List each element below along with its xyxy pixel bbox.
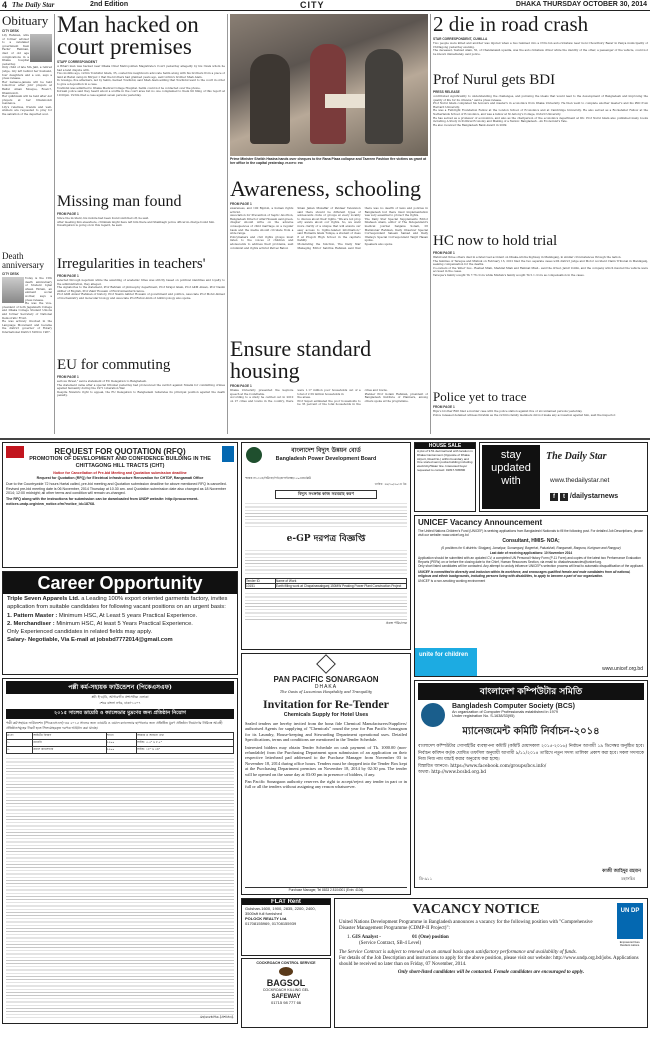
bpdb-egp: e-GP দরপত্র বিজ্ঞপ্তি <box>286 534 366 544</box>
cockroach-brand: BAGSOL <box>266 978 306 988</box>
bpdb-logo <box>246 447 262 463</box>
flat-body: Gulshan-1600, 1900, 2835, 2200, 2400, 3500sft full furnished <box>245 906 316 916</box>
unicef-footer <box>415 648 647 676</box>
cockroach-icon <box>279 967 293 976</box>
death-anniv-dept: CITY DESK <box>2 272 19 276</box>
bpdb-th-id: Tender ID <box>246 579 276 584</box>
bcs-election: ম্যানেজমেন্ট কমিটি নির্বাচন-২০১৪ <box>462 726 600 737</box>
pksf-r2-1: ওয়াল ক্যালেন্ডার <box>33 747 106 754</box>
rfq-request: Request for Quotation (RFQ) for Electrical infrastructure Renovation for CHTDF, Rangamati Office <box>36 476 204 481</box>
career-pos2-title: 2. Merchandiser : <box>7 620 55 627</box>
man-hacked-p1: A Bihari man was hacked near Dhaka Chief Metropolitan Magistrate's Court yesterday allegedly by his rivals whom he had a land dispute with. <box>57 64 225 72</box>
irregularities-headline: Irregularities in teachers' <box>57 257 206 272</box>
bpdb-org-en: Bangladesh Power Development Board <box>275 456 377 462</box>
pksf-r1-2: ১৫০০ <box>106 740 136 747</box>
bpdb-fine-print-2 <box>245 548 407 576</box>
story-missing-man <box>57 194 225 256</box>
police-trace-byline: FROM PAGE 1 <box>433 405 455 409</box>
pksf-r2-0: ২. <box>7 747 33 754</box>
police-trace-p1: Bipu's brother Rifit filed a murder case with the police station against five or six unnamed persons yesterday. <box>433 409 583 413</box>
awareness-p2: Association for Prevention of Septic Abortion, Bangladesh Director Altaf Hossain said green-chapter should write on the adverse consequences of child marriage on a regular basis and the media should circulate from a wide range. <box>230 213 294 236</box>
hc-trial-byline: FROM PAGE 1 <box>433 251 455 255</box>
housing-p2: According to a study he carried out in 2010 on 27 cities and towns in the country, there were 1.17 million poor households out of a total of 2.59 million households in <box>230 388 361 403</box>
story-housing <box>230 338 428 436</box>
career-pos1: Minimum HSC, At Least 5 years Practical Experience. <box>58 613 198 620</box>
irregularities-byline: FROM PAGE 1 <box>57 274 79 278</box>
irregularities-p3: Prof ASM Anisur Rahman of history, Prof Nasim Akhter Hossain of government and politics, Associate Prof Mohd Ahmed of biochemistry and molecular biology and Associate Prof Ruhul Amin of Anthropology also spoke. <box>57 292 225 300</box>
ad-flat-rent <box>241 898 331 956</box>
irregularities-p2: The signatories to the statement, Prof Bahram of philosophy department, Prof Sirajul Islam, Prof AKM Ahsan, Prof Nasim Akhter of English, Prof Zakir Hossain of Environmental Science. <box>57 285 225 293</box>
photo-credit: PHOTO: PID <box>285 161 303 166</box>
pan-tagline: The Oasis of Luxurious Hospitality and Tranquility <box>279 690 373 694</box>
ad-career <box>2 571 238 675</box>
unicef-site[interactable]: www.unicef.org.bd <box>602 666 643 672</box>
eu-byline: FROM PAGE 1 <box>57 375 79 379</box>
missing-man-headline: Missing man found <box>57 194 182 210</box>
unicef-shortlist: Only short listed candidates will be contacted. Any attempt to unduly influence UNICEF's selection process will lead to automatic disqualification of the applicant. <box>418 564 644 569</box>
missing-man-p3: Investigation is going on in this regard, he said. <box>57 223 123 228</box>
ad-bcs <box>414 680 648 888</box>
hc-trial-headline: HC now to hold trial <box>433 234 558 249</box>
obituary-p1: Lily Rahman, wife of former adviser to a caretaker government Kazi Fazlur Rahman, died of old age complications in a Dhaka hospital yesterday. <box>2 33 29 66</box>
career-note: Only Experienced candidates in related fields may apply. <box>7 629 153 636</box>
prof-nurul-p1: contributed significantly to understanding the challenges, and pursuing the ideals that would lead to the development of Bangladesh and improving the quality of life for its citizens," said a press release. <box>433 94 648 102</box>
bcs-body: বাংলাদেশ কম্পিউটার সোসাইটির ব্যবস্থাপনা কমিটি (কমিটি মেয়াদকাল ২০১৫-২০১৬) নির্বাচন আগামী ১৯ ডিসেম্বর অনুষ্ঠিত হবে। নির্বাচন কমিশন কর্তৃক ঘোষিত তফসিল অনুযায়ী আগামী ৯/১১/২০১৪ তারিখে নতুন সদস্য তালিকা প্রকাশ করা হবে। সকল সদস্যকে নিজ নিজ নাম যাচাই করার অনুরোধ করা হচ্ছে। <box>418 744 644 763</box>
bcs-name: Bangladesh Computer Society (BCS) <box>452 703 575 710</box>
eu-headline: EU for commuting <box>57 358 171 373</box>
obituary-dept: CITY DESK <box>2 29 19 33</box>
housing-p5: Planner Prof Golam Rahman, president of Bangladesh Institute of Planners, among others spoke at the programme. <box>364 391 428 403</box>
prof-nurul-p3: He was a Fulbright Foundation Fellow at the London School of Economics and at Cambridge University. He also served as a Rockefeller Fellow at the Netherlands School of Economics, and was a fellow at St Antony's College, Oxford University. <box>433 108 648 116</box>
undp-post-row <box>347 935 609 947</box>
eu-p1: serious threat," said a statement of EU Delegation to Bangladesh. <box>57 379 147 383</box>
prof-nurul-byline: PRESS RELEASE <box>433 90 460 94</box>
man-hacked-p3: In revenge, five attackers, led by Selim, hacked Towhidul, said Shah Alam adding that Towhidul went to the court in order to give a deposition in a case. <box>57 78 225 86</box>
unicef-smoke: UNICEF is a non-smoking working environment <box>418 579 486 584</box>
flat-phone: 01708155969, 01708155939 <box>245 921 297 926</box>
pksf-r1-3: সাইজ: ৫.৫" x ৮.৫" <box>136 740 233 747</box>
stay-line1: stay <box>500 449 522 461</box>
unicef-post: Consultant, HMIS- NOA; <box>502 538 560 545</box>
undp-logo-sub: Empowered lives. Resilient nations. <box>619 941 641 947</box>
pksf-title: ২০১৫ সালের ডায়েরি ও ক্যালেন্ডার মুদ্রণের জন্য প্রতিষ্ঠান নিয়োগ <box>6 709 234 719</box>
career-pos1-title: 1. Pattern Master : <box>7 613 58 620</box>
bpdb-tender-id: 10151 <box>246 584 276 589</box>
rfq-body: Due to the Countrywide 72 hours Hartal called, pre-bid meeting and Quotation submission deadline for above mentioned RFQ is cancelled. Revised pre-bid meeting date is 06 November, 2014 Thursday at 10.30 am. and Quotation submission date also changed as 18 November 2014; 12:00 midnight; all other terms and condition will remain un-changed. <box>6 482 227 496</box>
housing-p4: Prof Sayed estimated the poor households to be 35 percent of the total households in the cities and towns. <box>297 388 388 407</box>
stay-paper: The Daily Star <box>546 451 607 462</box>
pksf-org: পল্লী কর্ম-সহায়ক ফাউন্ডেশন (পিকেএসএফ) <box>68 684 172 691</box>
prof-nurul-p2: Prof Nurul Islam completed his honours and master's in economics from Dhaka University. He then went to complete another master's and his PhD from Harvard University. <box>433 101 648 109</box>
obituary-p4: Her qulkhwani will be held after Asr prayers at her Dhanmondi residence. <box>2 94 52 106</box>
stay-social[interactable]: /dailystarnews <box>569 493 619 500</box>
rfq-title: REQUEST FOR QUOTATION (RFQ) <box>54 447 186 456</box>
house-sale-title: HOUSE SALE <box>415 443 475 449</box>
man-hacked-byline: STAFF CORRESPONDENT <box>57 60 98 64</box>
unicef-logo-block <box>415 648 477 676</box>
story-awareness <box>230 178 428 338</box>
pan-body2: Interested bidders may obtain Tender Schedule on cash payment of Tk. 1000.00 (non-refundable) from the Purchasing Department upon submission of an application on their respective letterhead pad addressed to the Purchase Manager from November 03 to November 18, 2014 during office hours. Tenders must be dropped into the Tender Box kept at the Purchasing Department premises on November 18, 2014 by 02:30 pm. The tender will be opened on the same day at 03:00 pm in presence of bidders, if any. <box>245 744 407 777</box>
story-man-hacked <box>57 14 225 194</box>
obituary <box>2 14 52 250</box>
pan-subtitle: Chemicals Supply for Hotel Uses <box>283 712 369 718</box>
bpdb-fine-print <box>245 501 407 529</box>
flat-company: POLOCK REALTY Ltd. <box>245 916 288 921</box>
pksf-r2-3: সাইজ: ১৮" x ২৪" <box>136 747 233 754</box>
man-hacked-headline: Man hacked on court premises <box>57 14 199 59</box>
house-sale-body: A plot of 9.51 decimal land with location in Dhaka Cantonment (Opposite of Dhaka Airport, Road No.) within boundary and One storied semi pucka building including electricity/Water line. Interested buyer requested to contact: 01817-545800 <box>417 449 473 472</box>
eu-p3: Despite Nizami's right to appeal, the EU Delegation to Bangladesh reiterates its principal position against the death penalty. <box>57 389 225 398</box>
awareness-headline: Awareness, schooling <box>230 178 422 201</box>
undp-post-sub: (Service Contract, SB-4 Level) <box>359 941 422 946</box>
pksf-table <box>6 732 234 754</box>
rfq-notice: Notice for Cancellation of Pre-bid Meeting and Quotation submission deadline <box>53 471 187 476</box>
obituary-photo <box>30 34 52 62</box>
eu-p2: The statement came after a special tribunal yesterday had pronounced the verdict against Nizami for committing crimes against humanity during the 1971 Liberation War. <box>57 382 225 391</box>
unicef-apply: Application should be submitted with an updated CV, a completed UN Personal History Form (P-11 Form) and copies of the latest two Performance Evaluation Reports (PERs) on or before the closing date to the Chief, Human Resources Section, via email to: dhakahrvacancies@unicef.org. <box>418 556 641 565</box>
stay-line3: with <box>501 475 521 487</box>
pksf-addr: প্লট: ই-৪/বি, আগারগাঁও প্রশাসনিক এলাকা <box>91 695 149 699</box>
prof-nurul-p5: He also received the Bangladesh Bank Award in 2009. <box>433 122 508 127</box>
story-prof-nurul <box>433 73 648 233</box>
unicef-deadline: Last date of receiving applications: 10 November 2014 <box>489 550 573 555</box>
ad-stay-updated <box>479 442 648 512</box>
stay-url[interactable]: www.thedailystar.net <box>550 477 610 484</box>
pksf-sub: শেরে বাংলা নগর, ঢাকা-১২০৭ <box>99 701 141 705</box>
awareness-p1: awareness, and 100 Bipiloh, a human rights activist. <box>230 206 294 214</box>
undp-positions: 01 (One) position <box>412 935 449 940</box>
housing-byline: FROM PAGE 1 <box>230 384 252 388</box>
hc-trial-p2: The families of Tareque and Mishuk on February 13, 2012 filed the two separate cases with district judge and Motor Accident Claim Tribunal in Manikganj, seeking compensation for the deaths. <box>433 258 648 267</box>
edition-label: 2nd Edition <box>90 1 129 8</box>
pksf-r1-0: ১. <box>7 740 33 747</box>
stay-block <box>482 445 540 509</box>
pksf-header <box>6 681 234 694</box>
ad-bpdb <box>241 442 411 650</box>
road-crash-byline: STAR CORRESPONDENT, CUMILLA <box>433 37 488 41</box>
missing-man-p2: After meeting him elsewhere, criminals might have left him there and Shahbagh police officer-in-charge found him. <box>57 219 215 224</box>
bpdb-org-bn: বাংলাদেশ বিদ্যুৎ উন্নয়ন বোর্ড <box>291 447 361 454</box>
death-anniv-p1: Today is the 15th death anniversary of Student Iqbal Ahsan Ekram, an eminent social worker, says a press release. <box>25 276 52 302</box>
career-intro: a Leading 100% export oriented garments factory, invites application from suitable candidates for following vacant positions on an urgent basis: <box>7 596 228 610</box>
ad-undp-vacancy <box>334 898 648 1028</box>
giz-logo <box>6 446 24 458</box>
ad-house-sale <box>414 442 476 512</box>
obituary-p2: Only child of late MA Jalil, a retired judge, Lily left behind her husband, four daughters and a son, says a press release. <box>2 65 52 81</box>
unicef-intro: The United Nations Children's Fund (UNICEF) is seeking applications from Bangladeshi Nationals to fill the following post. For detailed Job Descriptions, please visit our website: www.unicef.org.bd <box>418 529 644 538</box>
housing-p3: the areas. <box>297 395 311 400</box>
pksf-th-3: আকার ও অন্যান্য তথ্য <box>136 733 233 740</box>
death-anniv-photo <box>2 277 24 303</box>
undp-note1: The Service Contract is subject to renewal on an annual basis upon satisfactory performance and availability of funds. <box>339 950 577 955</box>
missing-man-p1: Since the incident, his mobile had been found switched off, he said. <box>57 216 150 220</box>
irregularities-p1: selected through nepotism while the awarding of academic titles was strictly based on political identities and loyalty to the administration, they alleged. <box>57 278 225 286</box>
undp-table-no: 1. <box>347 935 351 940</box>
photo-caption <box>230 157 428 177</box>
ads-divider <box>0 438 650 440</box>
news-photo <box>230 14 428 156</box>
ad-pksf <box>2 678 238 1024</box>
death-anniv-p2: He was the vice-president of both Jagannath College and Dhaka College Student Unions and former Secretary of National Democratic Front. <box>2 301 52 320</box>
facebook-icon: f <box>550 493 558 501</box>
cockroach-phone: 01715 98 777 66 <box>270 1000 302 1005</box>
bcs-web[interactable]: অথবা: http://www.bcsbd.org.bd <box>418 770 487 776</box>
missing-man-byline: FROM PAGE 1 <box>57 212 79 216</box>
bcs-sub: An organization of Computer Professionals established in 1979 <box>452 710 558 714</box>
pan-pacific-logo-icon <box>316 654 336 674</box>
pksf-th-0: ক্র.নং <box>7 733 33 740</box>
unicef-commit: UNICEF is committed to diversity and inclusion within its workforce, and encourages qualified female and male candidates from all national, religious and ethnic backgrounds, including persons living with disabilities, to apply to become a part of our organization. <box>418 569 631 578</box>
page-number: 4 <box>2 0 8 10</box>
stay-social-row <box>550 493 618 501</box>
ad-unicef <box>414 515 648 677</box>
undp-title: VACANCY NOTICE <box>412 902 540 917</box>
bpdb-sign: প্রকল্প পরিচালক <box>385 621 407 625</box>
police-trace-p2: Police released detained witness Ibrahim as the victim's family members did not make any accusation against him, said the inspector. <box>433 412 616 417</box>
awareness-p8: Speakers also spoke <box>364 241 393 246</box>
undp-logo-small <box>222 446 234 462</box>
bcs-url[interactable]: বিস্তারিত জানতে: https://www.facebook.com/groups/bcs.info/ <box>418 763 547 769</box>
bpdb-date: তারিখ: ২৯/১০/২০১৪ খ্রি: <box>374 482 407 486</box>
prof-nurul-p4: He has served as a professor of economics, and also as the chairperson of the economics department at DU. Prof Nurul Islam also published many books including A Study in Political Economy and Making of a Nation: Bangladesh - An Economist's Tale. <box>433 115 648 124</box>
bcs-sign: কাজী জাহিদুর রহমান <box>602 869 641 874</box>
hc-trial-p3: Co-owners of the 'killer' bus - Rashed Miah, Shahdat Miah and Rahmat Miah - said the driver, Jamir Uddin, and the company which insured the vehicle were accused in the cases. <box>433 265 648 274</box>
death-anniv-p3: He was actively involved in the Language Movement and became the district governor of Rotary International District 3280 in 1987. <box>2 319 52 334</box>
twitter-icon: t <box>560 493 568 501</box>
unicef-logo-text: unite for children <box>419 652 469 658</box>
pksf-r2-2: ২৫০০ <box>106 747 136 754</box>
bpdb-fine-print-3 <box>245 591 407 621</box>
housing-p1: Dhaka University presented the keynote speech at the roundtable. <box>230 388 294 396</box>
cockroach-sub: COCKROACH KILLING GEL <box>262 988 310 992</box>
pksf-th-1: আইটেম বিবরণ <box>33 733 106 740</box>
pksf-body: পল্লী কর্ম-সহায়ক ফাউন্ডেশন (পিকেএসএফ)-এর ২০১৫ সালের জন্য ডায়েরি ও ওয়াল ক্যালেন্ডার ছাপানোর জন্য প্রতিষ্ঠিত মুদ্রণ প্রতিষ্ঠান নিয়োগের নিমিত্তে আগ্রহী প্রতিষ্ঠানসমূহের নিকট হতে সিলমোহরকৃত দরপত্র আহ্বান করা যাচ্ছে। <box>6 721 223 730</box>
flat-title: FLAT Rent <box>242 899 330 905</box>
pan-body1: Sealed tenders are hereby invited from the bona fide Chemical Manufacturers/Suppliers/ authorised Agents for supplying of "Chemicals" round the year for Pan Pacific Sonargaon for its Laundry, House-keeping and Stewarding Department operational uses. Detailed Specifications, terms and conditions are mentioned in the Tender Schedule. <box>245 721 407 743</box>
obituary-heading: Obituary <box>2 14 49 28</box>
bcs-title-bn: বাংলাদেশ কম্পিউটার সমিতি <box>418 683 644 700</box>
road-crash-p1: Two people were killed and another was injured when a bus rammed into a CNG-run auto-rickshaw near Goni Chowdhury Bazar in Panya municipality of Chittagong yesterday evening. <box>433 41 648 49</box>
dateline: DHAKA THURSDAY OCTOBER 30, 2014 <box>515 1 647 8</box>
story-irregularities <box>57 257 225 357</box>
man-hacked-p2: Two months ago, victim Towhidul Islam, 35, ousted his neighbours advocate Selim along with his brothers from a piece of land at Babul camp in Mirpur-1 that the brothers had grabbed years ago, said victim's brother Shah Alam. <box>57 71 225 79</box>
undp-note2[interactable]: For details of the Job Description and instructions to apply for the above position, please visit our website: http://www.undp.org.bd/jobs. Applications should be received no later than on Friday, 07 November, 2014. <box>339 956 639 967</box>
rfq-subtitle: PROMOTION OF DEVELOPMENT AND CONFIDENCE BUILDING IN THE CHITTAGONG HILL TRACTS (CHT) <box>29 456 211 469</box>
career-title-bar <box>3 572 237 594</box>
bpdb-notice: বিদ্যুৎ সংক্রান্ত কাজ সরবরাহ করণ <box>275 490 377 499</box>
rfq-website[interactable]: The RFQ along with the instructions for submission can be downloaded from UNDP website: http://procurement-notices.undp.org/view_notice.cfm?notice_id=18768. <box>6 496 199 506</box>
bpdb-ref: স্মারক নং-৩১৪/বিউবো/পিডি/চাপাইবেক্স/১৫০এমডব্লিউ <box>245 476 311 480</box>
career-pos2: Minimum HSC, At least 5 Years Practical Experience. <box>56 620 193 627</box>
undp-logo <box>617 903 643 939</box>
column-divider <box>227 14 228 434</box>
obituary-p3: Her namaz-e-janaza will be held tomorrow after Johr prayers at Baitul Aman Mosque, Road-7, Dhanmondi. <box>2 79 52 95</box>
undp-logo-text: UN DP <box>620 908 640 914</box>
cockroach-partner: SAFEWAY <box>271 994 301 1000</box>
prof-nurul-headline: Prof Nurul gets BDI <box>433 73 556 88</box>
bpdb-work: Earth filling work at Chapainawabganj 150MW Peaking Power Plant Construction Project <box>276 584 407 589</box>
ad-pan-pacific <box>241 653 411 895</box>
awareness-p4: Sinan Jahan Muzaffar of Pantaar Television said there should be different types of adolescents clubs or groups at every locality to discuss about their rights. "We are not prop <box>297 206 361 221</box>
housing-headline: Ensure standard housing <box>230 338 372 383</box>
career-company: Triple Seven Apparels Ltd. <box>7 596 80 602</box>
story-hc-trial <box>433 234 648 346</box>
pan-city: DHAKA <box>314 684 338 690</box>
death-anniv-heading: Death anniversary <box>2 252 44 270</box>
death-anniversary <box>2 252 52 432</box>
cockroach-title: COCKROACH CONTROL SERVICE <box>256 961 316 965</box>
hc-trial-p1: Wahid and three others died in a fatal road accident on Dhaka-Aricha highway in Manikganj, in similar circumstances through the nation. <box>433 255 622 259</box>
masthead <box>0 0 650 11</box>
ad-cockroach <box>241 958 331 1028</box>
pksf-r1-1: ডায়েরি <box>33 740 106 747</box>
pan-hotel: PAN PACIFIC SONARGAON <box>273 675 379 684</box>
bpdb-th-work: Name of Work <box>276 579 407 584</box>
bcs-tag: ডি-৯১১ <box>419 876 433 881</box>
awareness-p3: Policymakers and civil rights groups must listen to the voices of children and adolescents to address their problems, said columnist and rights activist Parvez Babul. <box>230 234 294 250</box>
unicef-title: UNICEF Vacancy Announcement <box>418 518 543 527</box>
story-police-trace <box>433 390 648 436</box>
bpdb-table <box>245 578 407 589</box>
ad-rfq <box>2 442 238 568</box>
undp-note3: Only short-listed candidates will be contacted. Female candidates are encouraged to apply. <box>397 970 585 975</box>
column-divider <box>430 14 431 434</box>
police-trace-headline: Police yet to trace <box>433 390 527 404</box>
masthead-logo: The Daily Star <box>12 1 55 9</box>
career-contact[interactable]: Salary- Negotiable, Via E-mail at jobsbd7772014@gmail.com <box>7 636 173 643</box>
photo-caption-text: Prime Minister Sheikh Hasina hands over cheques to the Rana Plaza collapse and Tazreen Fashion fire victims as grant at her office in the capital yesterday. <box>230 157 427 166</box>
undp-body: United Nations Development Programme in Bangladesh announces a vacancy for the following position with "Comprehensive Disaster Management Programme (CDMP-II Project)": <box>339 920 593 931</box>
awareness-p7: The Daily Star Special Supplements Editor Shaheen Anam, editor of The Independent's medical journal Sanjana Sonali, Dr Mamnunar Rahman, Daily Observer Special Correspondent Saleem Samad and Daily Ittefaq's Special Correspondent Tanjir Hasan spoke. <box>364 216 428 243</box>
pksf-fine-print <box>6 756 234 1018</box>
story-eu <box>57 358 225 436</box>
pan-footer: Purchase Manager, Tel 8833 2 8104001 (Extn: 4104) <box>245 887 407 892</box>
undp-post: GIS Analyst - <box>352 935 381 940</box>
obituary-p5: Lily's relatives, friends and well-wishers are requested to pray for the salvation of the departed soul. <box>2 104 52 117</box>
pan-body3: Pan Pacific Sonargaon authority reserves the right to accept/reject any tender in part or in full or all the tenders without assigning any reason whatsoever. <box>245 779 407 790</box>
section-name: CITY <box>300 0 325 10</box>
road-crash-headline: 2 die in road crash <box>433 14 589 36</box>
awareness-byline: FROM PAGE 1 <box>230 202 252 206</box>
pksf-th-2: সংখ্যা <box>106 733 136 740</box>
road-crash-p2: The deceased, Yeshied Alam, 55, of Chandanaish upazila, was the auto-rickshaw driver while the identity of the other, a passenger of the vehicle, could not be known immediately, said police. <box>433 48 648 56</box>
stay-line2: updated <box>491 462 531 474</box>
hc-trial-p4: Tareque's family sought Tk 7.76 crore while Mishuk's family sought Tk 5.1 crore as compensation in the cases. <box>433 272 585 277</box>
column-divider <box>54 14 55 434</box>
awareness-p6: Moderating the function, The Daily Star Managing Editor Sabrina Rahman said that there was no dearth of laws and policies in Bangladesh but there must implementation was very essential to protect the rights. <box>297 206 428 250</box>
man-hacked-p4: Towhidul was admitted to Dhaka Medical College Hospital. Selim could not be contacted over the phone. <box>57 85 201 90</box>
career-title: Career Opportunity <box>37 573 203 593</box>
pan-title: Invitation for Re-Tender <box>263 697 389 711</box>
man-hacked-p5: Kotwali police said they heard about a scuffle in the court area but no one complained to them till filing of this report at 10:00pm. Victim filed a case against seven persons yesterday. <box>57 89 225 97</box>
unicef-post-detail: (6 positions for 6 districts: Sirajganj, Jamalpur, Sunamganj, Bagerhat, Patuakhali, Rangamati, Barguna, Kurigram and Rangpur) <box>441 545 621 550</box>
bcs-logo <box>421 703 445 727</box>
story-road-crash <box>433 14 648 72</box>
bcs-reg: Under registration No. S-1638/33(95) <box>452 714 515 718</box>
pksf-sign: মহাব্যবস্থাপক (প্রশাসন) <box>200 1015 233 1019</box>
bcs-sign-title: মহাসচিব <box>621 876 635 881</box>
awareness-p5: erly aware about our rights. So, we want more clarity of a unique that will ensure our easy access to rights-related information," said Humaira Islam Tumpa, a student of class 8 at Progoti High School in the capital's Kahilly. <box>297 220 361 243</box>
